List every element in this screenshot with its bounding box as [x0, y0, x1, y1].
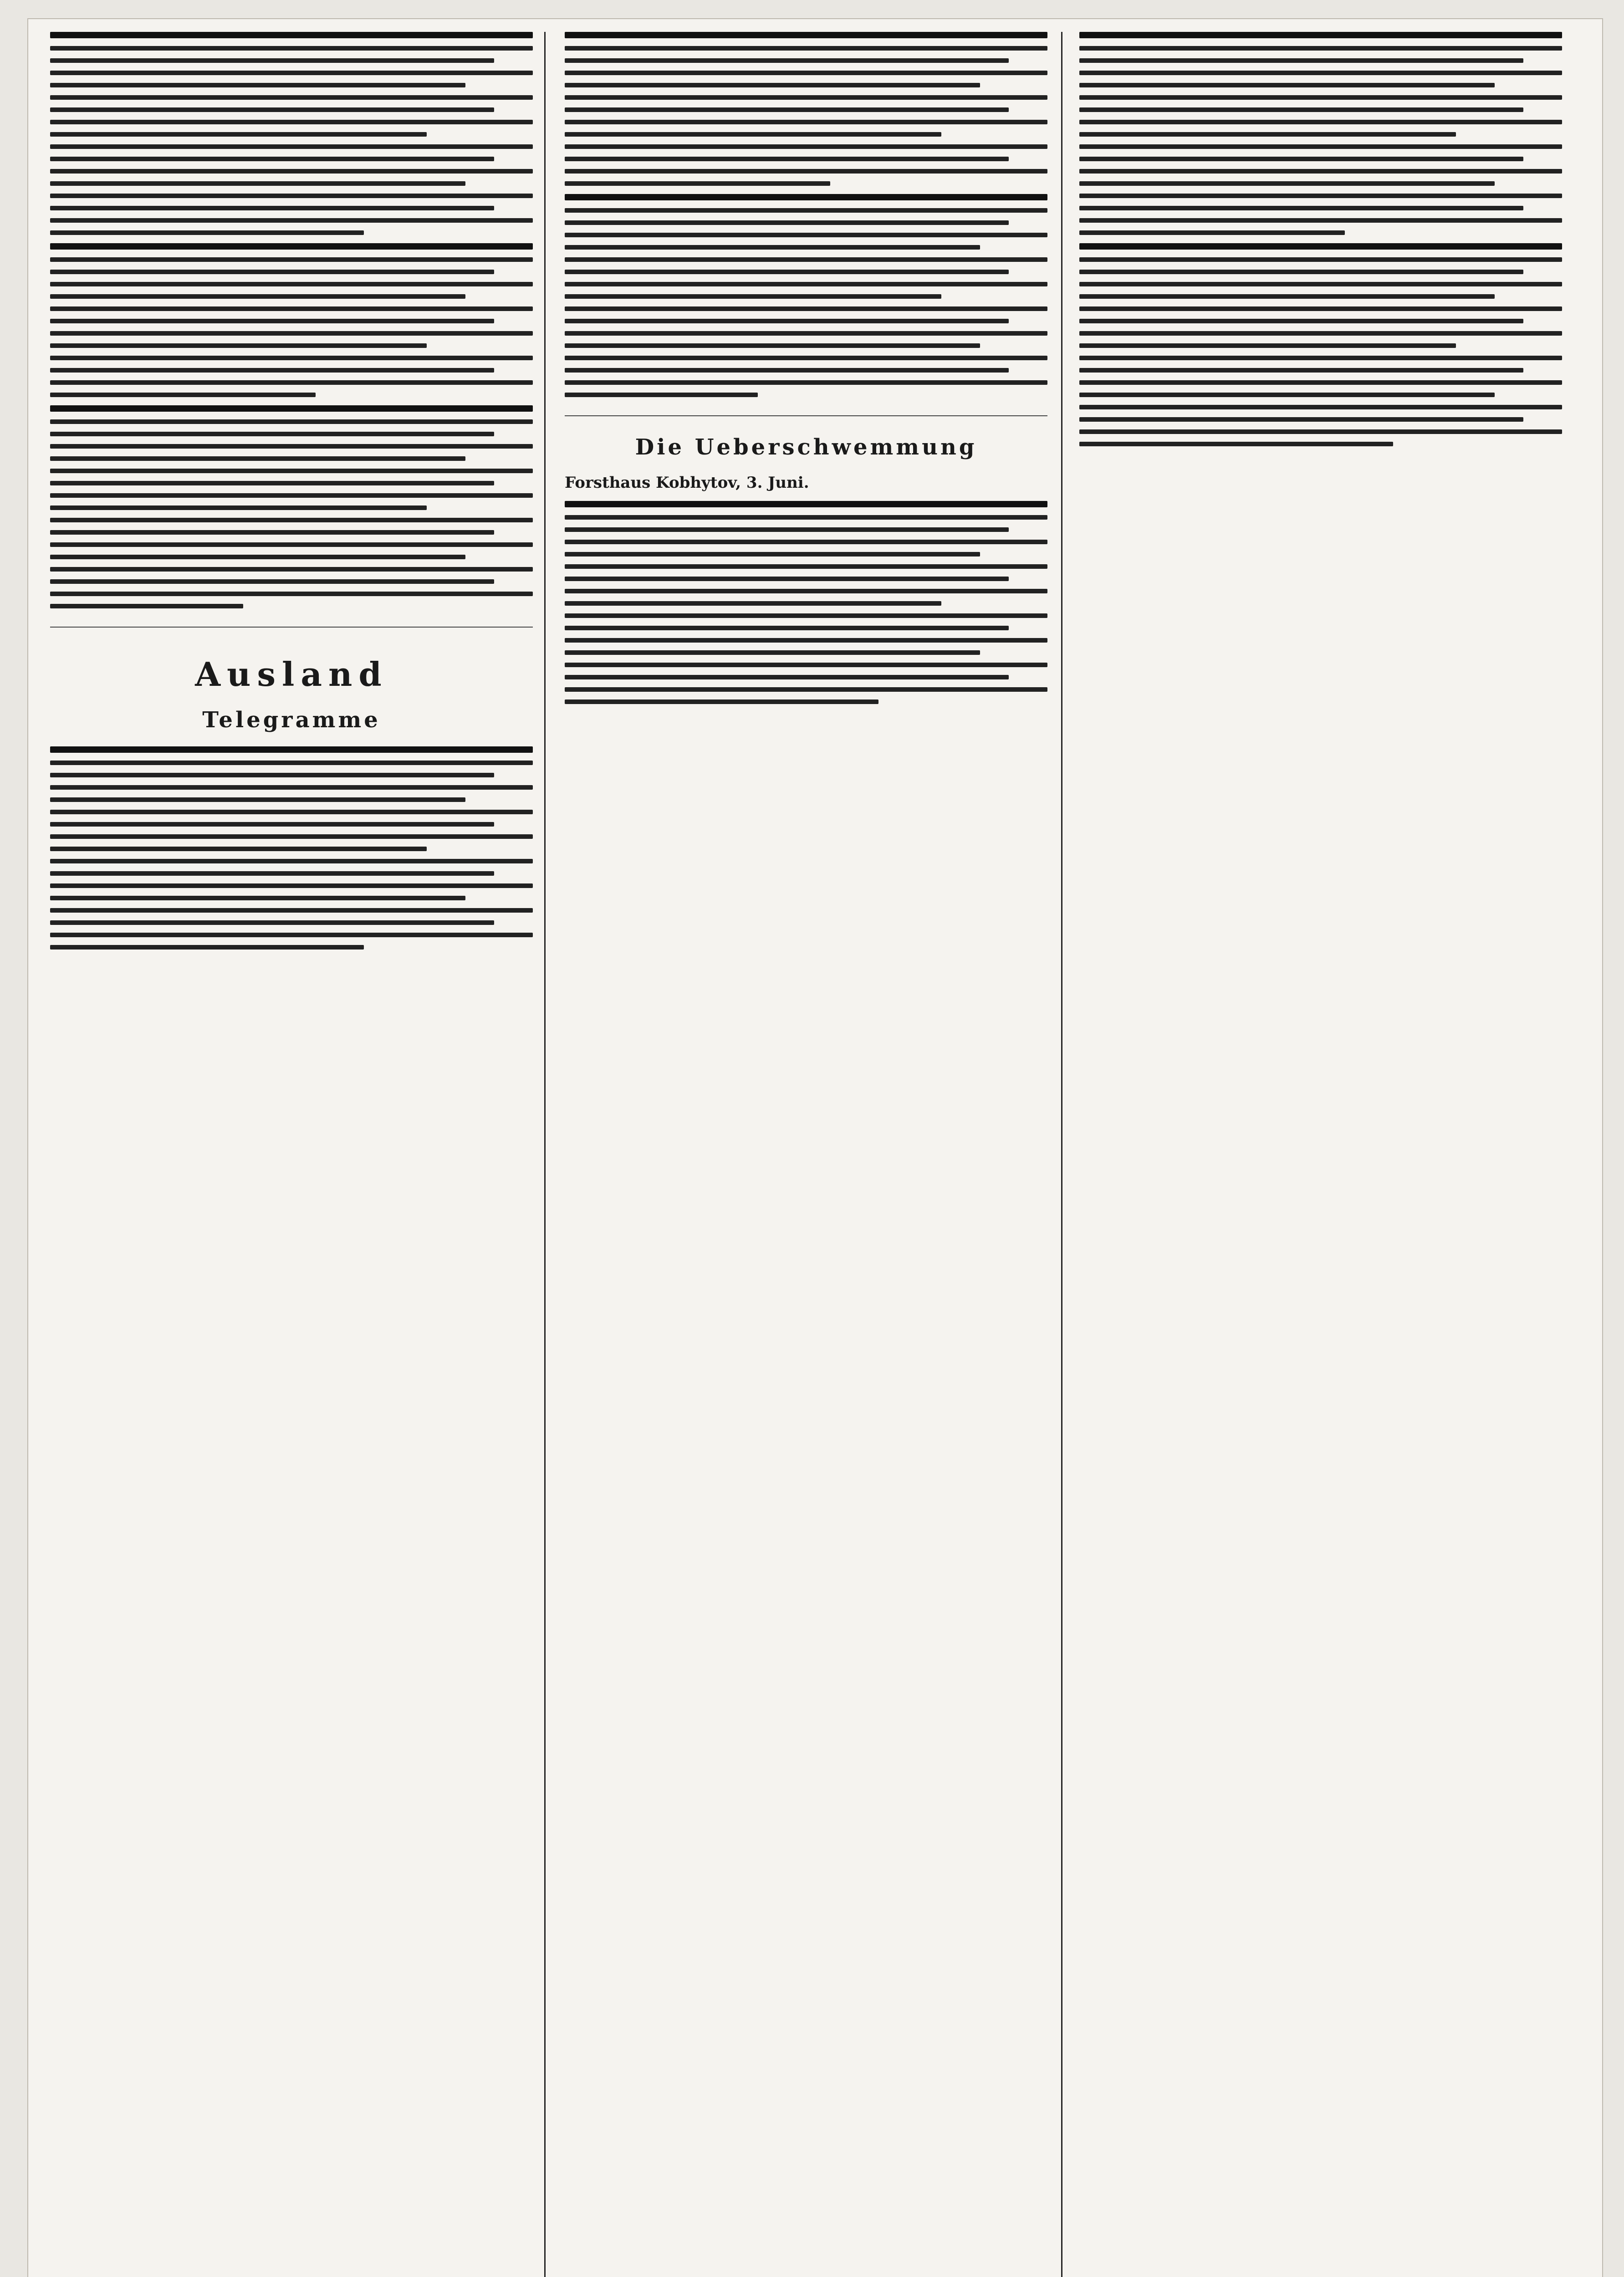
article-block — [1079, 32, 1562, 235]
column-left — [50, 32, 533, 2277]
section-heading: Ausland — [195, 655, 388, 694]
section-heading: Die Ueberschwemmung — [635, 434, 977, 460]
article-block — [565, 194, 1047, 397]
column-rule — [544, 32, 546, 2277]
column-right — [1079, 32, 1562, 2277]
article-block — [50, 32, 533, 235]
article-block — [565, 32, 1047, 186]
section-separator — [565, 415, 1047, 416]
article-block — [50, 746, 533, 950]
newspaper-sheet — [27, 18, 1603, 2277]
article-block — [50, 405, 533, 608]
section-separator — [50, 627, 533, 628]
section-subheading: Telegramme — [202, 707, 381, 733]
article-block — [565, 501, 1047, 704]
column-rule — [1061, 32, 1062, 2277]
article-block — [1079, 243, 1562, 446]
section-subheading: Forsthaus Kobhytov, 3. Juni. — [565, 474, 809, 492]
column-center — [565, 32, 1047, 2277]
article-block — [50, 243, 533, 397]
